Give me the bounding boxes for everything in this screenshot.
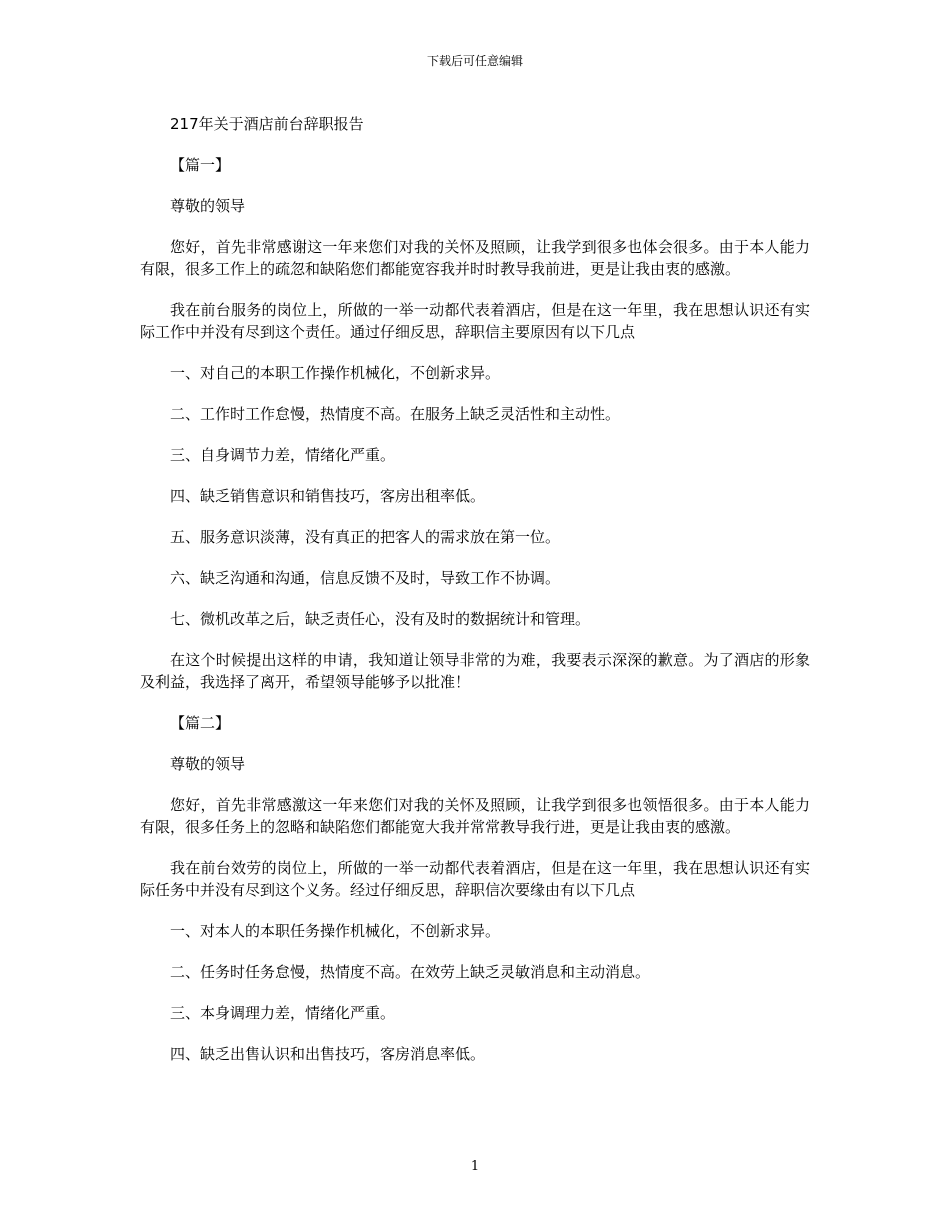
document-title: 217年关于酒店前台辞职报告 — [170, 115, 364, 133]
body-paragraph: 您好，首先非常感激这一年来您们对我的关怀及照顾，让我学到很多也领悟很多。由于本人能力有限，很多任务上的忽略和缺陷您们都能宽大我并常常教导我行进，更是让我由衷的感激。 — [140, 796, 810, 836]
salutation: 尊敬的领导 — [170, 755, 246, 773]
page-header: 下载后可任意编辑 — [426, 54, 523, 68]
list-item: 一、对本人的本职任务操作机械化，不创新求异。 — [170, 922, 501, 940]
body-paragraph: 在这个时候提出这样的申请，我知道让领导非常的为难，我要表示深深的歉意。为了酒店的形象及利益，我选择了离开，希望领导能够予以批准！ — [140, 651, 810, 691]
list-item: 五、服务意识淡薄，没有真正的把客人的需求放在第一位。 — [170, 528, 561, 546]
list-item: 七、微机改革之后，缺乏责任心，没有及时的数据统计和管理。 — [170, 610, 591, 628]
list-item: 六、缺乏沟通和沟通，信息反馈不及时，导致工作不协调。 — [170, 569, 561, 587]
body-paragraph: 您好，首先非常感谢这一年来您们对我的关怀及照顾，让我学到很多也体会很多。由于本人能力有限，很多工作上的疏忽和缺陷您们都能宽容我并时时教导我前进，更是让我由衷的感激。 — [140, 238, 810, 278]
salutation: 尊敬的领导 — [170, 197, 246, 215]
section-heading-1: 【篇一】 — [170, 156, 231, 174]
list-item: 二、任务时任务怠慢，热情度不高。在效劳上缺乏灵敏消息和主动消息。 — [170, 963, 651, 981]
section-heading-2: 【篇二】 — [170, 714, 231, 732]
list-item: 一、对自己的本职工作操作机械化，不创新求异。 — [170, 364, 501, 382]
body-paragraph: 我在前台效劳的岗位上，所做的一举一动都代表着酒店，但是在这一年里，我在思想认识还有实际任务中并没有尽到这个义务。经过仔细反思，辞职信次要缘由有以下几点 — [140, 859, 810, 899]
document-body — [140, 113, 810, 1084]
list-item: 四、缺乏出售认识和出售技巧，客房消息率低。 — [170, 1045, 486, 1063]
list-item: 三、本身调理力差，情绪化严重。 — [170, 1004, 396, 1022]
list-item: 四、缺乏销售意识和销售技巧，客房出租率低。 — [170, 487, 486, 505]
list-item: 三、自身调节力差，情绪化严重。 — [170, 446, 396, 464]
body-paragraph: 我在前台服务的岗位上，所做的一举一动都代表着酒店，但是在这一年里，我在思想认识还有实际工作中并没有尽到这个责任。通过仔细反思，辞职信主要原因有以下几点 — [140, 301, 810, 341]
page-number: 1 — [470, 1159, 480, 1174]
list-item: 二、工作时工作怠慢，热情度不高。在服务上缺乏灵活性和主动性。 — [170, 405, 621, 423]
